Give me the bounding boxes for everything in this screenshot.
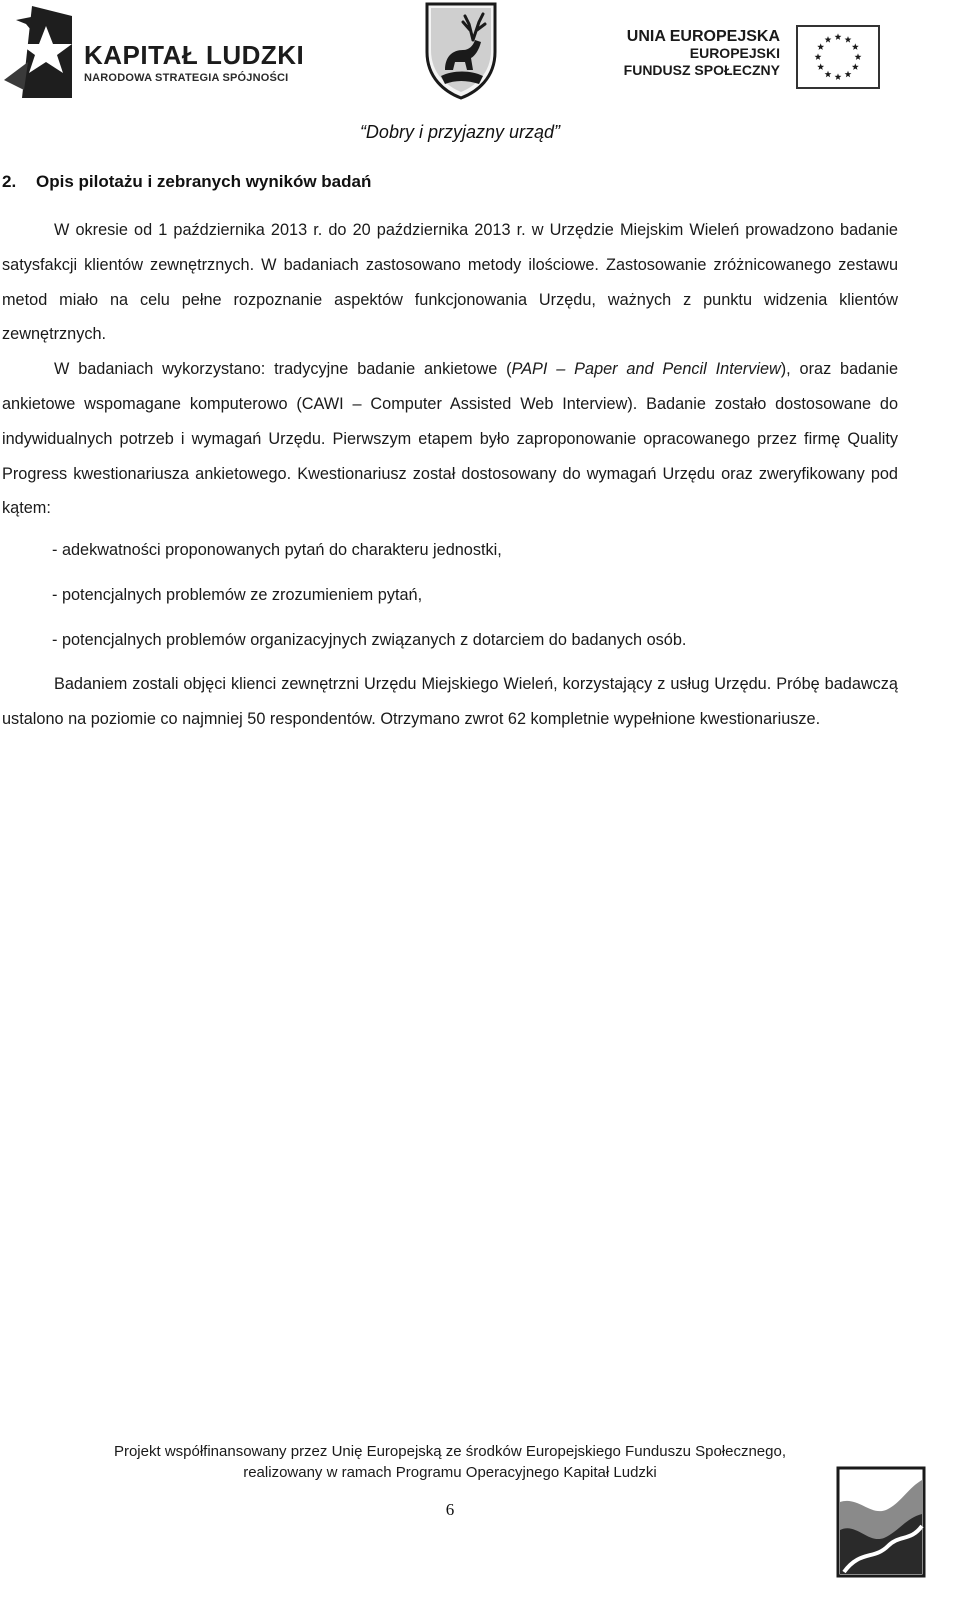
eu-logo: [623, 28, 880, 98]
section-heading: [2, 172, 371, 192]
eu-flag-icon: [796, 25, 880, 89]
stowarzyszenie-logo: [834, 1452, 946, 1592]
list-item: - adekwatności proponowanych pytań do charakteru jednostki,: [52, 541, 502, 560]
list-item: - potencjalnych problemów ze zrozumieniem pytań,: [52, 586, 423, 605]
paragraph-2-prefix: W badaniach wykorzystano: tradycyjne badanie ankietowe (: [54, 360, 512, 379]
list-item: - potencjalnych problemów organizacyjnych związanych z dotarciem do badanych osób.: [52, 631, 687, 650]
section-number: 2.: [2, 172, 17, 191]
deer-coat-of-arms-icon: [423, 0, 499, 100]
section-title: Opis pilotażu i zebranych wyników badań: [36, 172, 372, 191]
paragraph-3: Badaniem zostali objęci klienci zewnętrzni Urzędu Miejskiego Wieleń, korzystający z usług Urzędu. Próbę badawczą ustalono na poziomie co najmniej 50 respondentów. Otrzymano zwrot 62 kompletnie wypełnione kwestionariusze.: [2, 675, 898, 728]
stowarzyszenie-map-icon: [834, 1452, 946, 1592]
kapital-ludzki-star-icon: [2, 4, 74, 100]
paragraph-2-italic: PAPI – Paper and Pencil Interview: [511, 360, 781, 379]
eu-logo-line1: UNIA EUROPEJSKA: [626, 28, 780, 45]
page-number: 6: [445, 1500, 455, 1519]
paragraph-2-suffix: ), oraz badanie ankietowe wspomagane komputerowo (CAWI – Computer Assisted Web Interview). Badanie zostało dostosowane do indywidualnych potrzeb i wymagań Urzędu. Pierwszym etapem było zaproponowanie opracowanego przez firmę Quality Progress kwestionariusza ankietowego. Kwestionariusz został dostosowany do wymagań Urzędu oraz zweryfikowany pod kątem:: [2, 360, 898, 518]
footer-note: [0, 1441, 900, 1483]
coat-of-arms-logo: [423, 0, 499, 100]
eu-logo-line3: FUNDUSZ SPOŁECZNY: [623, 62, 780, 78]
footer-line-2: realizowany w ramach Programu Operacyjnego Kapitał Ludzki: [243, 1464, 657, 1481]
kapital-ludzki-title: KAPITAŁ LUDZKI: [84, 40, 305, 70]
eu-logo-line2: EUROPEJSKI: [689, 45, 780, 61]
document-body: [2, 213, 898, 737]
motto: “Dobry i przyjazny urząd”: [359, 122, 560, 142]
paragraph-1: W okresie od 1 października 2013 r. do 20 października 2013 r. w Urzędzie Miejskim Wieleń prowadzono badanie satysfakcji klientów zewnętrznych. W badaniach zastosowano metody ilościowe. Zastosowanie zróżnicowanego zestawu metod miało na celu pełne rozpoznanie aspektów funkcjonowania Urzędu, ważnych z punktu widzenia klientów zewnętrznych.: [2, 221, 898, 344]
kapital-ludzki-logo: [2, 4, 305, 100]
kapital-ludzki-subtitle: NARODOWA STRATEGIA SPÓJNOŚCI: [84, 72, 289, 84]
footer-line-1: Projekt współfinansowany przez Unię Europejską ze środków Europejskiego Funduszu Społecznego,: [113, 1443, 787, 1460]
paragraph-2: [2, 352, 898, 526]
